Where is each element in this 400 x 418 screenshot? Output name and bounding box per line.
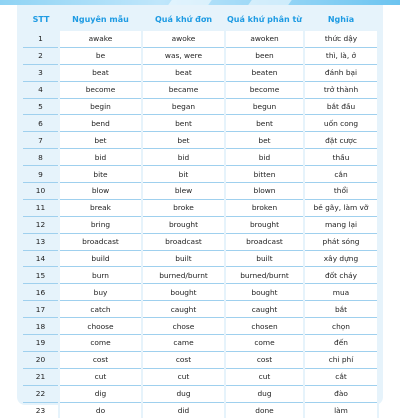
meaning: đốt cháy	[304, 267, 378, 284]
past-simple: brought	[142, 216, 225, 233]
base-form: become	[59, 81, 142, 98]
past-participle: begun	[225, 98, 304, 115]
past-participle: bid	[225, 149, 304, 166]
table-row	[23, 402, 378, 418]
row-number: 21	[23, 368, 59, 385]
past-participle: dug	[225, 385, 304, 402]
base-form: bring	[59, 216, 142, 233]
row-number: 19	[23, 335, 59, 352]
row-number: 10	[23, 183, 59, 200]
table-row	[23, 301, 378, 318]
past-participle: awoken	[225, 31, 304, 47]
base-form: break	[59, 199, 142, 216]
base-form: cut	[59, 368, 142, 385]
past-simple: beat	[142, 64, 225, 81]
base-form: bid	[59, 149, 142, 166]
row-number: 3	[23, 64, 59, 81]
table-row	[23, 64, 378, 81]
past-simple: came	[142, 335, 225, 352]
past-participle: been	[225, 47, 304, 64]
meaning: bắt	[304, 301, 378, 318]
table-row	[23, 132, 378, 149]
past-simple: bet	[142, 132, 225, 149]
table-row	[23, 216, 378, 233]
base-form: do	[59, 402, 142, 418]
base-form: bend	[59, 115, 142, 132]
row-number: 11	[23, 199, 59, 216]
base-form: awake	[59, 31, 142, 47]
header-base-form: Nguyên mẫu	[72, 15, 129, 24]
meaning: bẻ gãy, làm vỡ	[304, 199, 378, 216]
table-row	[23, 199, 378, 216]
table-row	[23, 233, 378, 250]
row-number: 12	[23, 216, 59, 233]
meaning: thì, là, ở	[304, 47, 378, 64]
table-row	[23, 98, 378, 115]
row-number: 9	[23, 166, 59, 183]
table-row	[23, 31, 378, 47]
base-form: come	[59, 335, 142, 352]
past-participle: broken	[225, 199, 304, 216]
meaning: thức dậy	[304, 31, 378, 47]
base-form: build	[59, 250, 142, 267]
table-row	[23, 47, 378, 64]
row-number: 4	[23, 81, 59, 98]
meaning: đánh bại	[304, 64, 378, 81]
past-simple: blew	[142, 183, 225, 200]
past-participle: broadcast	[225, 233, 304, 250]
row-number: 7	[23, 132, 59, 149]
meaning: chọn	[304, 318, 378, 335]
past-participle: beaten	[225, 64, 304, 81]
past-simple: cut	[142, 368, 225, 385]
base-form: be	[59, 47, 142, 64]
row-number: 14	[23, 250, 59, 267]
past-participle: bet	[225, 132, 304, 149]
table-row	[23, 115, 378, 132]
past-simple: bought	[142, 284, 225, 301]
row-number: 6	[23, 115, 59, 132]
meaning: cắt	[304, 368, 378, 385]
row-number: 17	[23, 301, 59, 318]
row-number: 13	[23, 233, 59, 250]
header-past-participle: Quá khứ phân từ	[227, 15, 302, 24]
past-participle: bent	[225, 115, 304, 132]
table-row	[23, 250, 378, 267]
past-simple: was, were	[142, 47, 225, 64]
base-form: dig	[59, 385, 142, 402]
past-participle: chosen	[225, 318, 304, 335]
base-form: burn	[59, 267, 142, 284]
table-row	[23, 81, 378, 98]
meaning: đến	[304, 335, 378, 352]
meaning: phát sóng	[304, 233, 378, 250]
table-row	[23, 284, 378, 301]
base-form: begin	[59, 98, 142, 115]
meaning: đặt cược	[304, 132, 378, 149]
past-participle: come	[225, 335, 304, 352]
past-simple: bent	[142, 115, 225, 132]
past-simple: dug	[142, 385, 225, 402]
past-simple: did	[142, 402, 225, 418]
row-number: 16	[23, 284, 59, 301]
table-row	[23, 351, 378, 368]
past-simple: burned/burnt	[142, 267, 225, 284]
meaning: thầu	[304, 149, 378, 166]
past-simple: caught	[142, 301, 225, 318]
past-simple: became	[142, 81, 225, 98]
past-simple: broke	[142, 199, 225, 216]
base-form: buy	[59, 284, 142, 301]
meaning: đào	[304, 385, 378, 402]
table-row	[23, 149, 378, 166]
meaning: cắn	[304, 166, 378, 183]
row-number: 2	[23, 47, 59, 64]
past-participle: blown	[225, 183, 304, 200]
meaning: thổi	[304, 183, 378, 200]
meaning: mua	[304, 284, 378, 301]
row-number: 8	[23, 149, 59, 166]
past-participle: caught	[225, 301, 304, 318]
past-simple: bid	[142, 149, 225, 166]
meaning: trở thành	[304, 81, 378, 98]
past-participle: burned/burnt	[225, 267, 304, 284]
base-form: broadcast	[59, 233, 142, 250]
past-simple: cost	[142, 351, 225, 368]
past-simple: built	[142, 250, 225, 267]
past-participle: become	[225, 81, 304, 98]
row-number: 23	[35, 406, 46, 416]
past-simple: chose	[142, 318, 225, 335]
past-participle: done	[225, 402, 304, 418]
table-row	[23, 267, 378, 284]
meaning: uốn cong	[304, 115, 378, 132]
past-participle: bought	[225, 284, 304, 301]
past-participle: cost	[225, 351, 304, 368]
table-row	[23, 335, 378, 352]
table-row	[23, 183, 378, 200]
table-header-row	[23, 8, 378, 31]
past-simple: awoke	[142, 31, 225, 47]
past-simple: broadcast	[142, 233, 225, 250]
row-number: 15	[23, 267, 59, 284]
base-form: cost	[59, 351, 142, 368]
meaning: xây dựng	[304, 250, 378, 267]
base-form: blow	[59, 183, 142, 200]
past-participle: built	[225, 250, 304, 267]
meaning: làm	[304, 402, 378, 418]
table-row	[23, 368, 378, 385]
meaning: chi phí	[304, 351, 378, 368]
row-number: 1	[23, 31, 59, 47]
table-row	[23, 166, 378, 183]
table-row	[23, 385, 378, 402]
table-row	[23, 318, 378, 335]
past-simple: bit	[142, 166, 225, 183]
base-form: bet	[59, 132, 142, 149]
past-participle: cut	[225, 368, 304, 385]
base-form: bite	[59, 166, 142, 183]
row-number: 20	[23, 351, 59, 368]
header-past-simple: Quá khứ đơn	[154, 15, 213, 24]
row-number: 18	[23, 318, 59, 335]
row-number: 5	[23, 98, 59, 115]
meaning: mang lại	[304, 216, 378, 233]
irregular-verbs-table	[23, 8, 379, 418]
header-stt: STT	[32, 15, 50, 24]
past-participle: bitten	[225, 166, 304, 183]
base-form: catch	[59, 301, 142, 318]
past-simple: began	[142, 98, 225, 115]
header-meaning: Nghĩa	[327, 15, 355, 24]
base-form: beat	[59, 64, 142, 81]
row-number: 22	[23, 385, 59, 402]
meaning: bắt đầu	[304, 98, 378, 115]
past-participle: brought	[225, 216, 304, 233]
base-form: choose	[59, 318, 142, 335]
